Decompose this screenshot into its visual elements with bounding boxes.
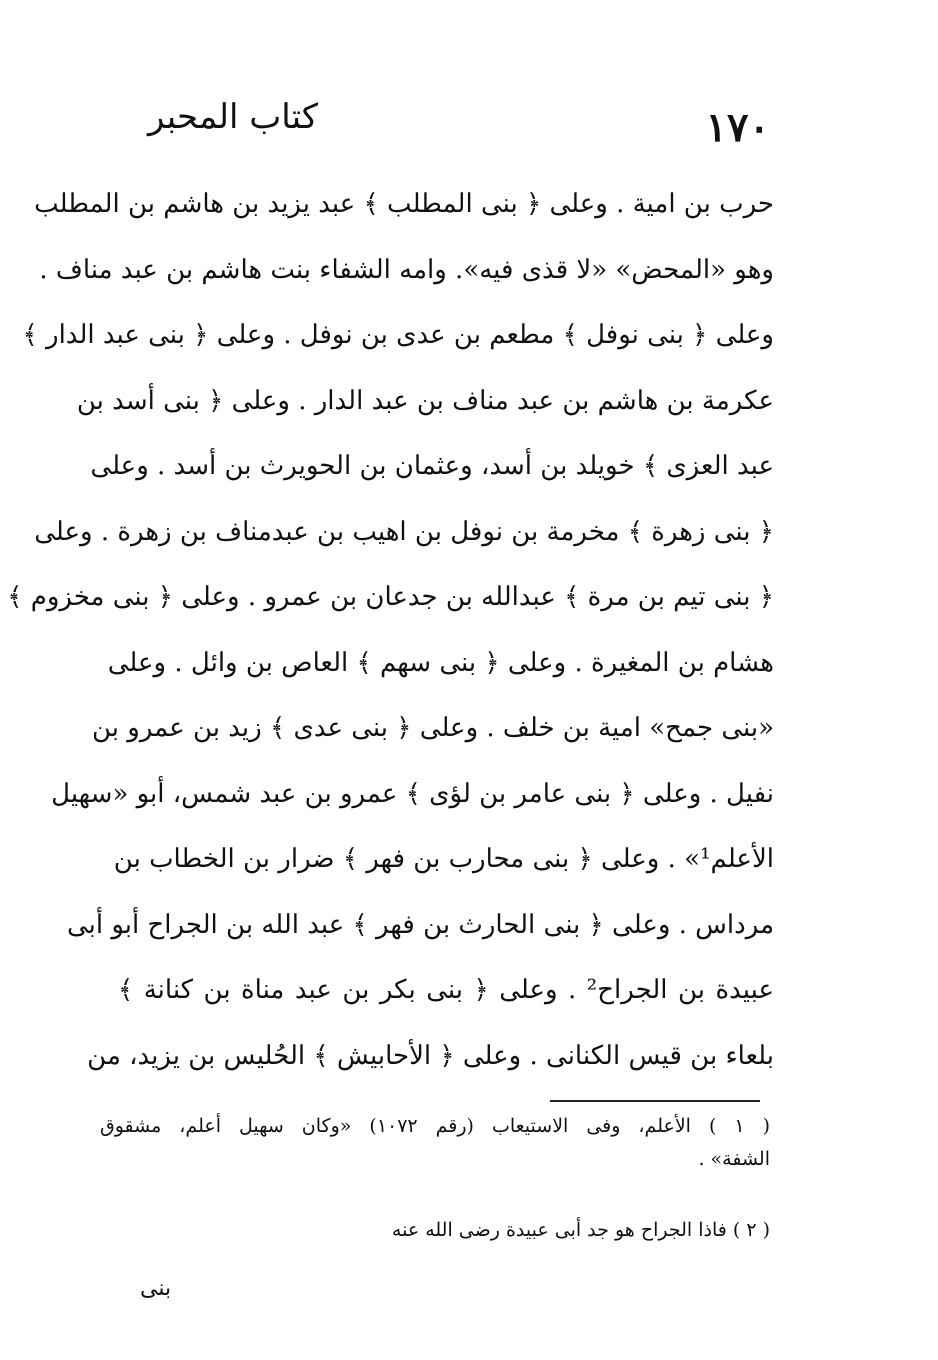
text-line: بلعاء بن قيس الكنانى . وعلى ﴿ الأحابيش ﴾ الحُليس بن يزيد، من <box>87 1040 774 1071</box>
text-line: وهو «المحض» «لا قذى فيه». وامه الشفاء بنت هاشم بن عبد مناف . <box>39 254 774 285</box>
text-line: عبيدة بن الجراح² . وعلى ﴿ بنى بكر بن عبد مناة بن كنانة ﴾ <box>118 975 774 1005</box>
text-line: عكرمة بن هاشم بن عبد مناف بن عبد الدار . وعلى ﴿ بنى أسد بن <box>76 385 774 416</box>
text-line: حرب بن امية . وعلى ﴿ بنى المطلب ﴾ عبد يزيد بن هاشم بن المطلب <box>34 189 774 219</box>
footnote-spacer <box>100 1176 770 1214</box>
footnote-separator <box>550 1100 760 1102</box>
footnote-1-line-1: ( ١ ) الأعلم، وفى الاستيعاب (رقم ١٠٧٢) «وكان سهيل أعلم، مشقوق <box>100 1115 771 1137</box>
text-line: ﴿ بنى زهرة ﴾ مخرمة بن نوفل بن اهيب بن عبدمناف بن زهرة . وعلى <box>34 516 774 547</box>
page-number: ١٧٠ <box>705 104 770 151</box>
text-line: مرداس . وعلى ﴿ بنى الحارث بن فهر ﴾ عبد الله بن الجراح أبو أبى <box>66 909 774 940</box>
text-line: هشام بن المغيرة . وعلى ﴿ بنى سهم ﴾ العاص بن وائل . وعلى <box>107 647 774 678</box>
text-line: عبد العزى ﴾ خويلد بن أسد، وعثمان بن الحويرث بن أسد . وعلى <box>90 451 774 481</box>
text-line: «بنى جمح» امية بن خلف . وعلى ﴿ بنى عدى ﴾ زيد بن عمرو بن <box>91 713 774 743</box>
running-title: كتاب المحبر <box>148 97 319 137</box>
text-line: الأعلم¹» . وعلى ﴿ بنى محارب بن فهر ﴾ ضرار بن الخطاب بن <box>113 844 774 874</box>
page-header <box>130 97 770 160</box>
text-line: ﴿ بنى تيم بن مرة ﴾ عبدالله بن جدعان بن عمرو . وعلى ﴿ بنى مخزوم ﴾ <box>7 582 774 612</box>
text-line: نفيل . وعلى ﴿ بنى عامر بن لؤى ﴾ عمرو بن عبد شمس، أبو «سهيل <box>51 778 774 809</box>
footnotes <box>100 1110 770 1247</box>
footnote-1-line-2: الشفة» . <box>698 1148 770 1170</box>
footnote-2: ( ٢ ) فاذا الجراح هو جد أبى عبيدة رضى الله عنه <box>391 1219 770 1241</box>
catchword: بنى <box>140 1276 172 1301</box>
text-line: وعلى ﴿ بنى نوفل ﴾ مطعم بن عدى بن نوفل . وعلى ﴿ بنى عبد الدار ﴾ <box>22 320 774 350</box>
main-text <box>7 172 774 1089</box>
